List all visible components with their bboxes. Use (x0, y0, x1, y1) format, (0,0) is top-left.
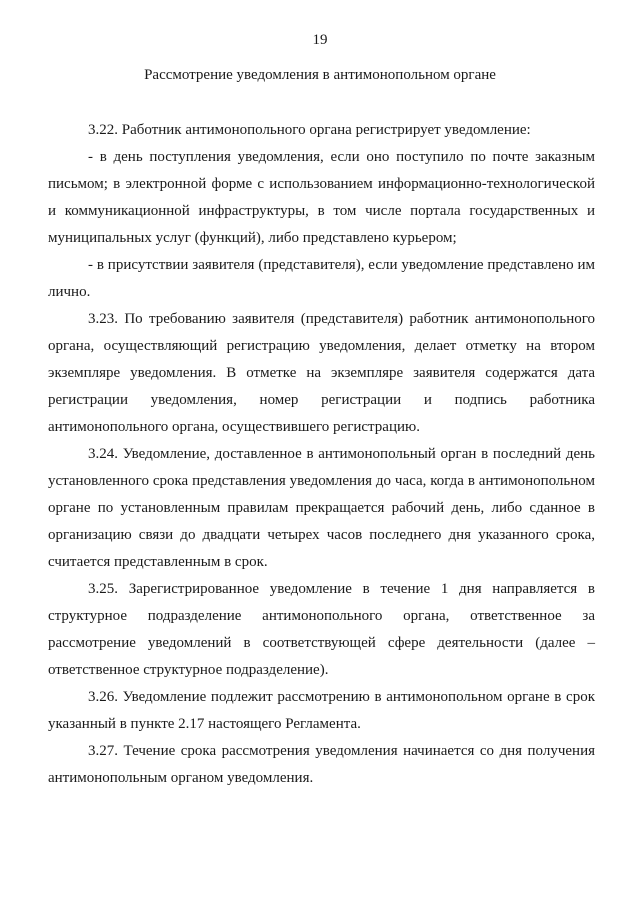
document-body (48, 117, 595, 792)
paragraph-3-24: 3.24. Уведомление, доставленное в антимонопольный орган в последний день установленного срока представления уведомления до часа, когда в антимонопольном органе по установленным правилам прекращается рабочий день, либо сданное в организацию связи до двадцати четырех часов последнего дня указанного срока, считается представленным в срок. (48, 446, 595, 570)
paragraph-3-23: 3.23. По требованию заявителя (представителя) работник антимонопольного органа, осуществляющий регистрацию уведомления, делает отметку на втором экземпляре уведомления. В отметке на экземпляре заявителя содержатся дата регистрации уведомления, номер регистрации и подпись работника антимонопольного органа, осуществившего регистрацию. (48, 311, 595, 435)
paragraph-3-27: 3.27. Течение срока рассмотрения уведомления начинается со дня получения антимонопольным органом уведомления. (48, 743, 595, 786)
list-item-by-mail: - в день поступления уведомления, если оно поступило по почте заказным письмом; в электронной форме с использованием информационно-технологической и коммуникационной инфраструктуры, в том числе портала государственных и муниципальных услуг (функций), либо представлено курьером; (48, 149, 595, 246)
paragraph-3-26: 3.26. Уведомление подлежит рассмотрению в антимонопольном органе в срок указанный в пункте 2.17 настоящего Регламента. (48, 689, 595, 732)
section-heading: Рассмотрение уведомления в антимонопольном органе (144, 67, 496, 83)
list-item-in-person: - в присутствии заявителя (представителя), если уведомление представлено им лично. (48, 257, 595, 300)
page-number: 19 (312, 32, 328, 48)
paragraph-3-22: 3.22. Работник антимонопольного органа регистрирует уведомление: (88, 122, 531, 138)
paragraph-3-25: 3.25. Зарегистрированное уведомление в течение 1 дня направляется в структурное подразделение антимонопольного органа, ответственное за рассмотрение уведомлений в соответствующей сфере деятельности (далее – ответственное структурное подразделение). (48, 581, 595, 678)
